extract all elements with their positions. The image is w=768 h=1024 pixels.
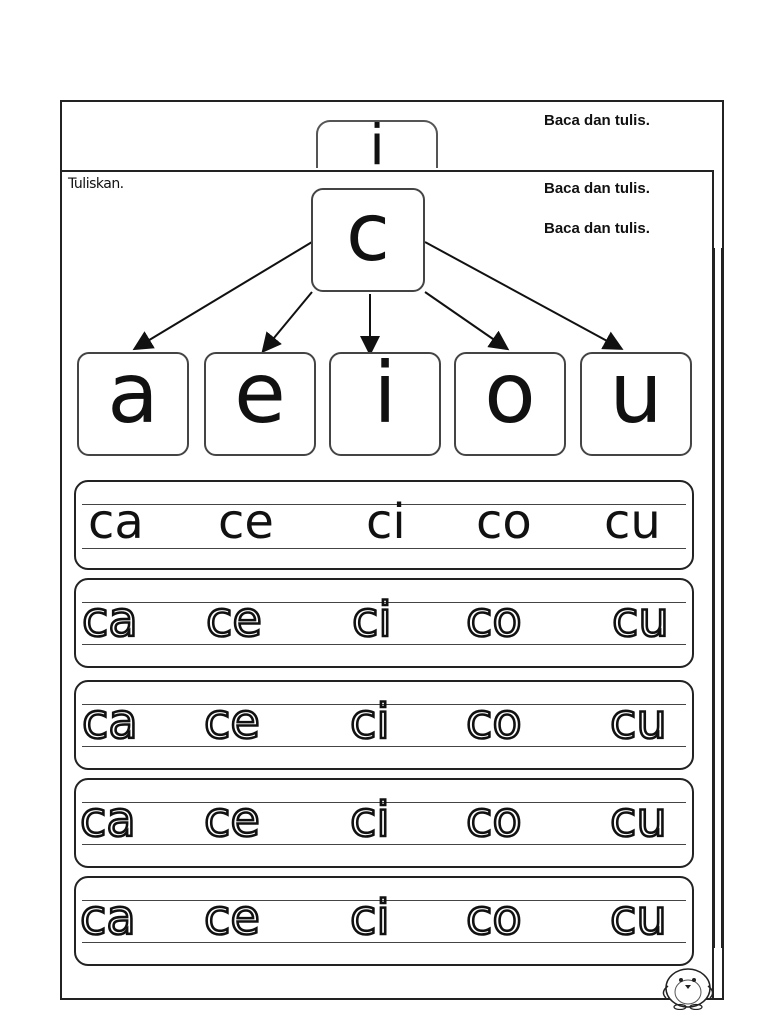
heading-3: Baca dan tulis. <box>540 220 654 237</box>
heading-2: Baca dan tulis. <box>540 180 654 197</box>
vowel-letter: i <box>373 344 397 442</box>
vowel-box-a <box>77 344 189 456</box>
root-letter-box <box>311 188 425 292</box>
penguin-icon <box>656 958 720 1010</box>
syllable-row-trace <box>74 876 694 966</box>
trace-syllable: co <box>466 592 522 648</box>
trace-syllable: cu <box>612 592 669 648</box>
vowel-letter: u <box>609 344 663 442</box>
trace-syllable: ca <box>82 694 138 750</box>
trace-syllable: ca <box>82 592 138 648</box>
trace-syllable: ce <box>204 890 260 946</box>
syllable-row-solid <box>74 480 694 570</box>
vowel-letter: e <box>234 344 286 442</box>
trace-syllable: ca <box>80 890 136 946</box>
syllable-row-trace <box>74 680 694 770</box>
syllable: ce <box>218 494 274 550</box>
page-edge-line-inner <box>721 248 723 948</box>
syllable: cu <box>604 494 661 550</box>
back-page-letter: i <box>369 120 385 168</box>
syllable-row-trace <box>74 578 694 668</box>
vowel-box-u <box>580 344 692 456</box>
trace-syllable: ca <box>80 792 136 848</box>
back-page-letter-box <box>316 120 438 168</box>
trace-syllable: co <box>466 694 522 750</box>
trace-syllable: ce <box>204 694 260 750</box>
trace-syllable: ce <box>206 592 262 648</box>
trace-syllable: co <box>466 792 522 848</box>
heading-1: Baca dan tulis. <box>540 112 654 129</box>
page-edge-line <box>712 248 715 948</box>
syllable: ca <box>88 494 144 550</box>
trace-syllable: ci <box>350 792 390 848</box>
vowel-letter: o <box>484 344 536 442</box>
root-letter: c <box>346 186 390 279</box>
trace-syllable: cu <box>610 694 667 750</box>
trace-syllable: co <box>466 890 522 946</box>
trace-syllable: ci <box>350 694 390 750</box>
trace-syllable: ci <box>350 890 390 946</box>
trace-syllable: cu <box>610 792 667 848</box>
syllable: ci <box>366 494 406 550</box>
vowel-letter: a <box>107 344 159 442</box>
syllable: co <box>476 494 532 550</box>
trace-syllable: ci <box>352 592 392 648</box>
syllable-row-trace <box>74 778 694 868</box>
vowel-box-i <box>329 344 441 456</box>
vowel-box-e <box>204 344 316 456</box>
trace-syllable: cu <box>610 890 667 946</box>
instruction-label: Tuliskan. <box>68 176 124 192</box>
trace-syllable: ce <box>204 792 260 848</box>
vowel-box-o <box>454 344 566 456</box>
